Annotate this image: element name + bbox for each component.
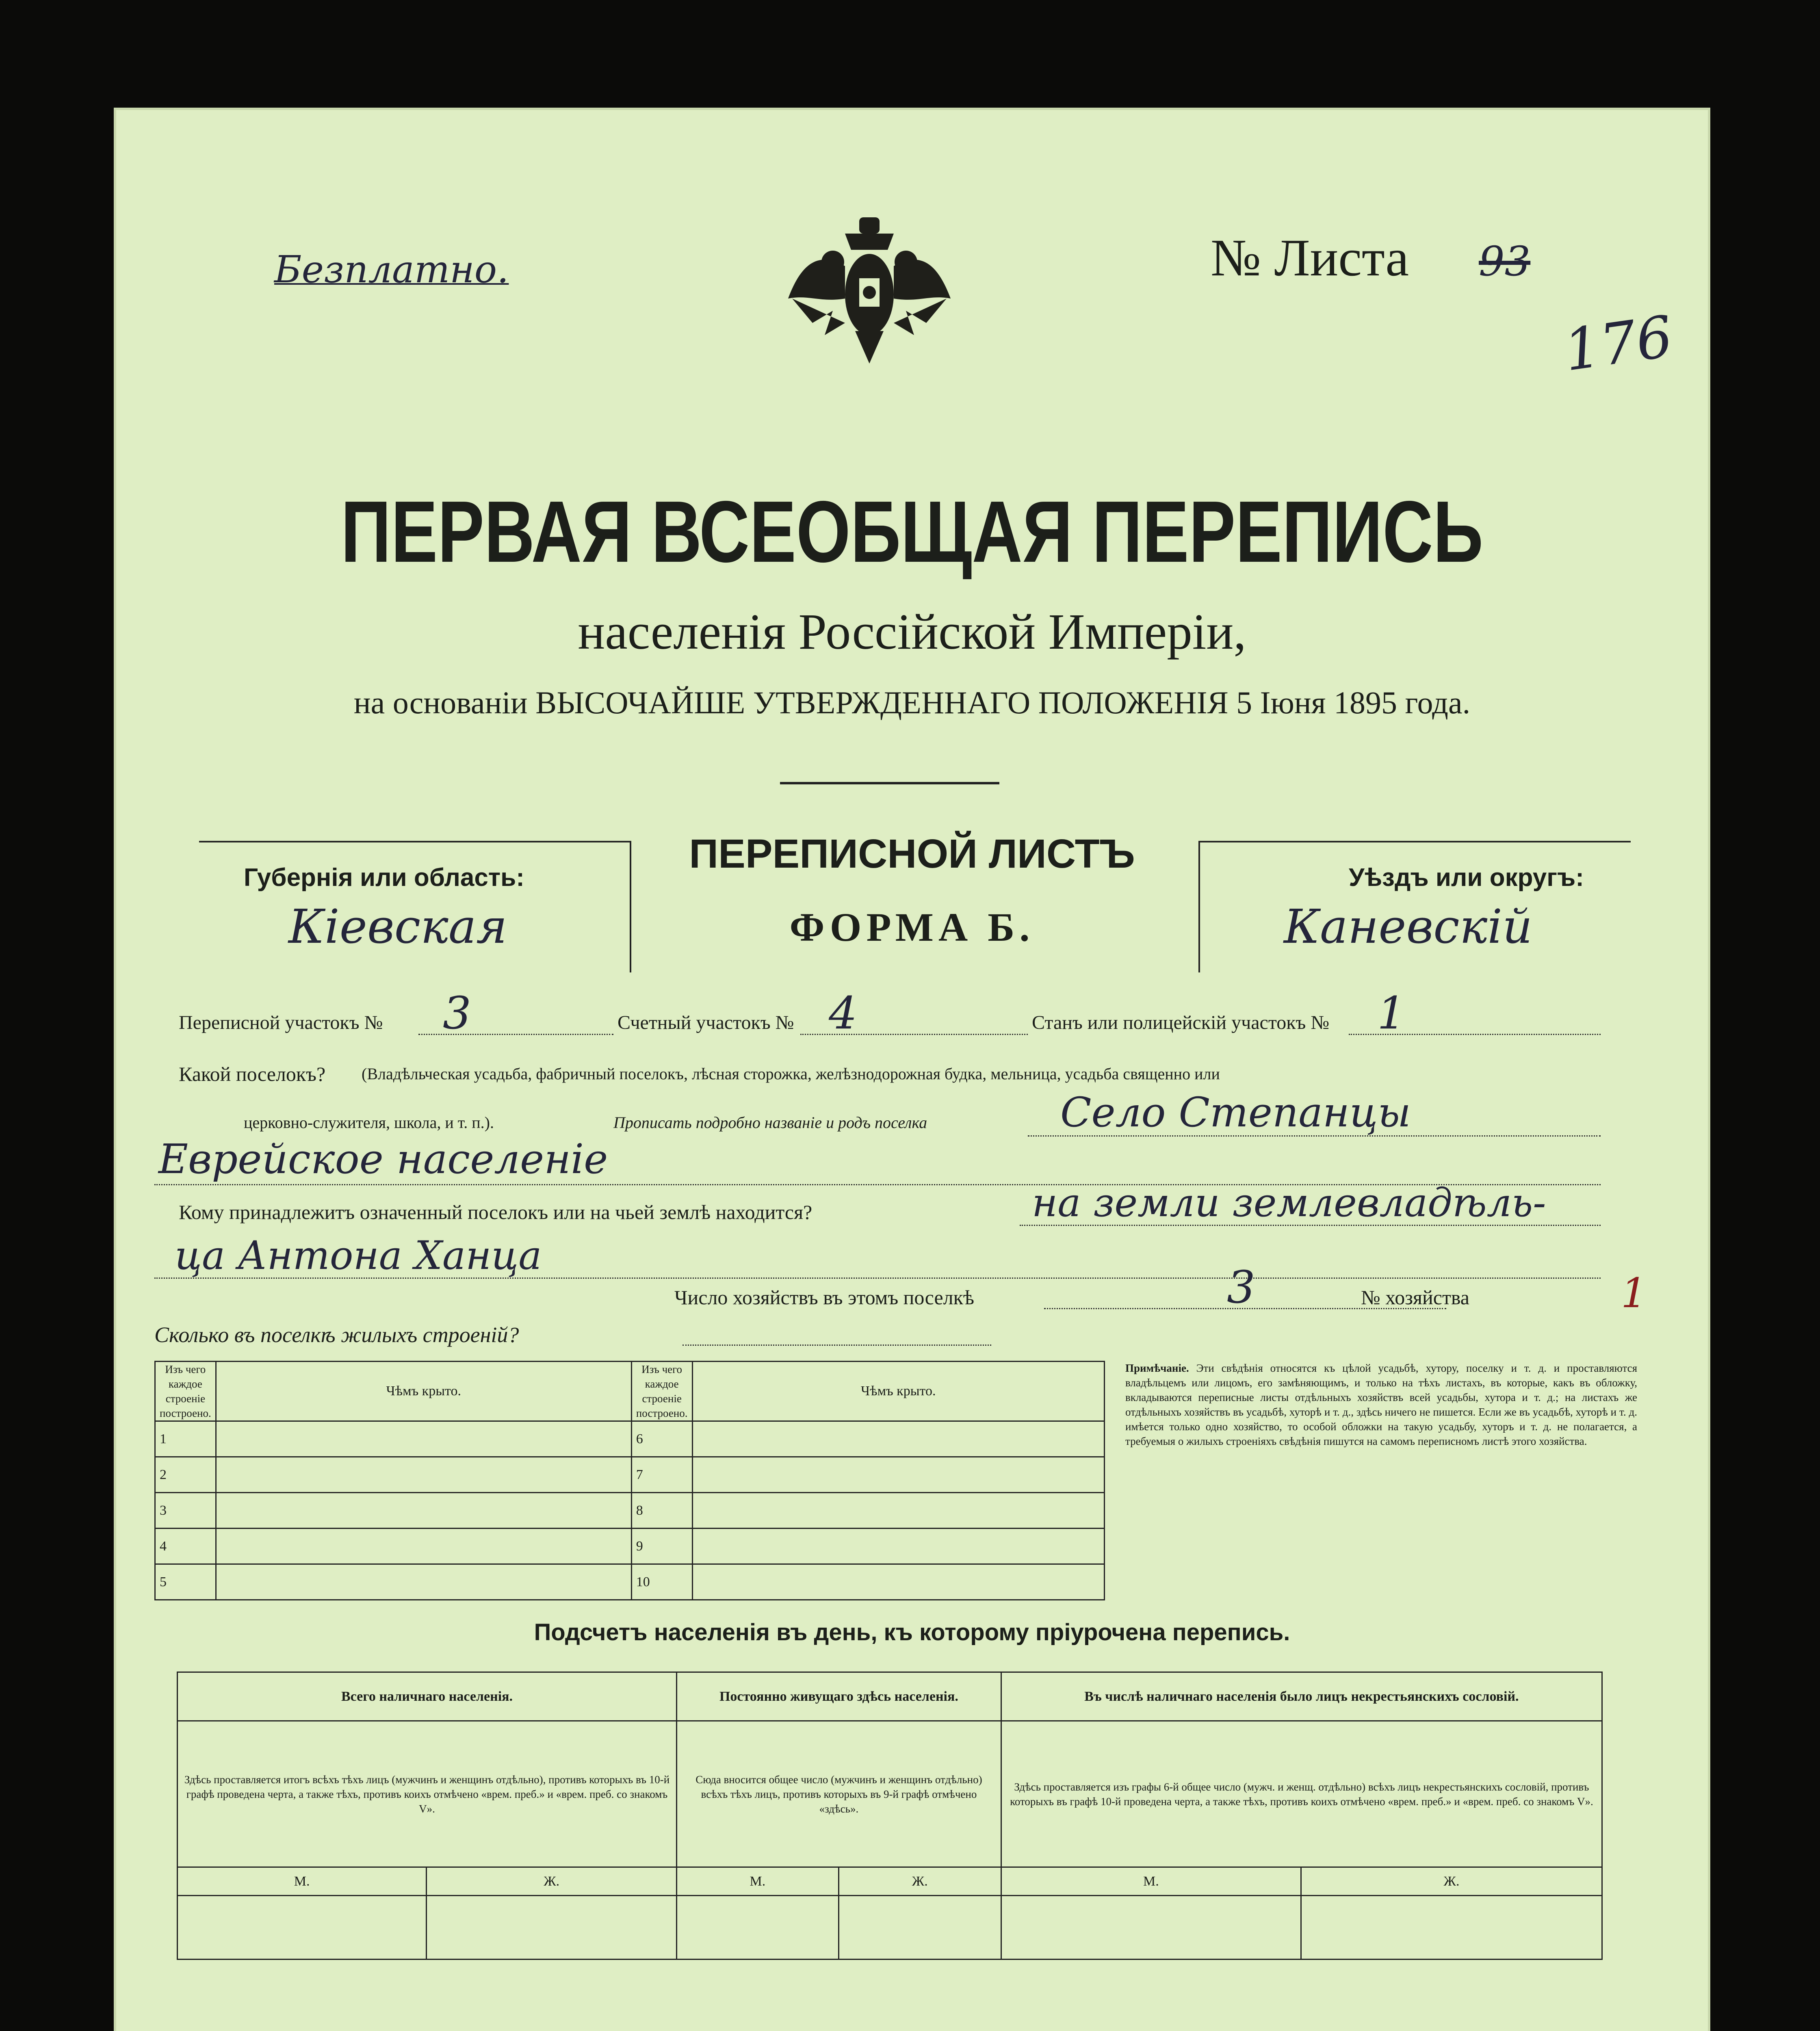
roof-header-2: Чѣмъ крыто. [692, 1362, 1105, 1421]
census-basis: на основаніи ВЫСОЧАЙШЕ УТВЕРЖДЕННАГО ПОЛОЖЕНІЯ 5 Іюня 1895 года. [353, 685, 1471, 720]
note-text: Эти свѣдѣнія относятся къ цѣлой усадьбѣ, хутору, поселку и т. д. и проставляются владѣльцемъ или лицомъ, его замѣняющимъ, и только на тѣхъ листахъ, въ которые, какъ въ обложку, вкладываются переписные листы отдѣльныхъ хозяйствъ всей усадьбы, хутора и т. д.; на листахъ же отдѣльныхъ хозяйствъ въ усадьбѣ, хуторѣ и т. д., здѣсь ничего не пишется. Если же въ усадьбѣ, хуторѣ и т. д. имѣется только одно хозяйство, то особой обложки на такую усадьбу, хуторъ и т. д. не полагается, а требуемыя о жилыхъ строеніяхъ свѣдѣнія пишутся на самомъ переписномъ листѣ этого хозяйства. [1125, 1362, 1637, 1447]
population-title: Подсчетъ населенія въ день, къ которому пріурочена перепись. [534, 1619, 1290, 1646]
row-number: 8 [631, 1493, 692, 1529]
non-peasant-text: Здѣсь проставляется изъ графы 6-й общее число (мужч. и женщ. отдѣльно) всѣхъ лицъ некрестьянскихъ сословій, противъ которыхъ въ графѣ 10-й проведена черта, а также тѣхъ, противъ коихъ отмѣчено «врем. преб.» и «врем. преб. со знакомъ V». [1001, 1721, 1602, 1867]
non-peasant-header: Въ числѣ наличнаго населенія было лицъ некрестьянскихъ сословій. [1001, 1672, 1602, 1721]
male-header: М. [178, 1867, 427, 1896]
owner-value-2: ца Антона Ханца [175, 1233, 542, 1278]
households-label: Число хозяйствъ въ этомъ поселкѣ [674, 1286, 975, 1309]
material-header: Изъ чего каждое строеніе построено. [155, 1362, 216, 1421]
settlement-instruction: Прописать подробно названіе и родъ поселка [613, 1113, 927, 1132]
stan-label: Станъ или полицейскій участокъ № [1032, 1012, 1330, 1033]
row-number: 3 [155, 1493, 216, 1529]
settlement-value-1: Село Степанцы [1060, 1089, 1411, 1136]
census-main-title: ПЕРВАЯ ВСЕОБЩАЯ ПЕРЕПИСЬ [340, 483, 1484, 580]
row-number: 10 [631, 1564, 692, 1600]
counting-district-label: Счетный участокъ № [618, 1012, 794, 1033]
free-label: Безплатно. [274, 248, 509, 291]
settlement-label: Какой поселокъ? [179, 1063, 326, 1085]
owner-value-1: на земли землевладѣль- [1032, 1180, 1546, 1226]
household-number-value: 1 [1621, 1269, 1647, 1317]
buildings-table [154, 1361, 1105, 1600]
row-number: 7 [631, 1457, 692, 1493]
row-number: 6 [631, 1421, 692, 1457]
stan-value: 1 [1377, 987, 1406, 1039]
settlement-hint: (Владѣльческая усадьба, фабричный поселокъ, лѣсная сторожка, желѣзнодорожная будка, мельница, усадьба священно или [362, 1065, 1220, 1083]
household-number-label: № хозяйства [1361, 1286, 1469, 1309]
male-header: М. [677, 1867, 839, 1896]
row-number: 4 [155, 1529, 216, 1564]
female-header: Ж. [838, 1867, 1001, 1896]
title-divider [780, 782, 999, 784]
row-number: 5 [155, 1564, 216, 1600]
sheet-number-label: № Листа [1211, 229, 1409, 287]
male-header: М. [1001, 1867, 1301, 1896]
row-number: 1 [155, 1421, 216, 1457]
census-district-label: Переписной участокъ № [179, 1012, 383, 1033]
gubernia-label: Губернія или область: [244, 864, 524, 892]
permanent-population-header: Постоянно живущаго здѣсь населенія. [677, 1672, 1001, 1721]
buildings-note [1125, 1361, 1637, 1449]
buildings-label: Сколько въ поселкѣ жилыхъ строеній? [154, 1323, 519, 1347]
sheet-number-value: 93 [1479, 238, 1531, 285]
uezd-value: Каневскій [1284, 900, 1533, 954]
note-title: Примѣчаніе. [1125, 1362, 1189, 1374]
households-value: 3 [1227, 1261, 1255, 1313]
settlement-hint-2: церковно-служителя, школа, и т. п.). [244, 1113, 494, 1132]
total-population-text: Здѣсь проставляется итогъ всѣхъ тѣхъ лицъ (мужчинъ и женщинъ отдѣльно), противъ которыхъ въ 10-й графѣ проведена черта, а также тѣхъ, противъ коихъ отмѣчено «врем. преб.» и «врем. преб. со знакомъ V». [178, 1721, 677, 1867]
archive-number: 176 [1560, 303, 1677, 384]
total-population-header: Всего наличнаго населенія. [178, 1672, 677, 1721]
form-name: ПЕРЕПИСНОЙ ЛИСТЪ [689, 831, 1135, 877]
imperial-eagle-emblem [784, 217, 955, 364]
population-table [177, 1672, 1603, 1960]
census-district-value: 3 [443, 987, 471, 1039]
uezd-label: Уѣздъ или округъ: [1349, 864, 1584, 892]
female-header: Ж. [1301, 1867, 1602, 1896]
material-header-2: Изъ чего каждое строеніе построено. [631, 1362, 692, 1421]
census-subtitle: населенія Россійской Имперіи, [578, 604, 1246, 660]
counting-district-value: 4 [829, 987, 857, 1039]
row-number: 2 [155, 1457, 216, 1493]
female-header: Ж. [427, 1867, 677, 1896]
form-type: ФОРМА Б. [789, 905, 1035, 950]
permanent-population-text: Сюда вносится общее число (мужчинъ и женщинъ отдѣльно) всѣхъ тѣхъ лицъ, противъ которыхъ въ 9-й графѣ отмѣчено «здѣсь». [677, 1721, 1001, 1867]
roof-header: Чѣмъ крыто. [216, 1362, 631, 1421]
row-number: 9 [631, 1529, 692, 1564]
owner-label: Кому принадлежитъ означенный поселокъ или на чьей землѣ находится? [179, 1201, 812, 1223]
gubernia-value: Кіевская [288, 900, 507, 954]
census-form-page [114, 108, 1710, 2031]
settlement-value-2: Еврейское населеніе [158, 1135, 608, 1183]
